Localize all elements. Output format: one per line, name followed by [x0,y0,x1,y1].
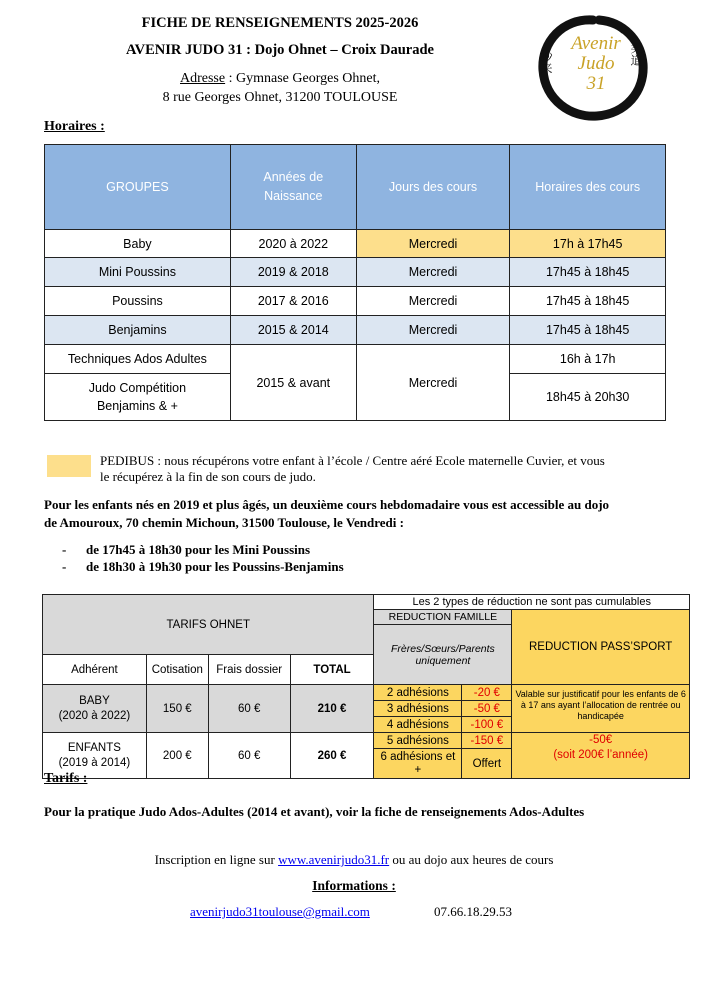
logo-line-2: Judo [577,53,615,74]
col-header-total: TOTAL [290,655,374,685]
pass-sport-amount: -50€ [589,734,613,746]
col-header-horaires: Horaires des cours [510,145,666,230]
club-subtitle: AVENIR JUDO 31 : Dojo Ohnet – Croix Daurade [126,42,434,58]
col-header-groupes: GROUPES [45,145,231,230]
cell-groupe: Poussins [45,287,231,316]
famille-label: 6 adhésions et + [374,749,462,779]
cell-groupe: Benjamins [45,316,231,345]
cell-horaires: 17h45 à 18h45 [510,316,666,345]
informations-heading: Informations : [312,878,396,893]
cell-cotisation: 150 € [146,685,208,733]
famille-label: 3 adhésions [374,701,462,717]
logo-text [571,34,621,94]
famille-label: 2 adhésions [374,685,462,701]
inscription-line [0,852,708,868]
address-label: Adresse [180,71,226,86]
table-row [43,685,690,701]
contact-phone: 07.66.18.29.53 [434,904,512,919]
table-row [45,316,666,345]
reduction-famille-subtitle: Frères/Sœurs/Parents uniquement [374,625,512,685]
list-item-text: de 18h30 à 19h30 pour les Poussins-Benjamins [86,559,344,574]
list-item: - de 17h45 à 18h30 pour les Mini Poussins [62,542,311,557]
website-link[interactable]: www.avenirjudo31.fr [278,852,390,867]
cell-groupe [45,374,231,421]
table-row [45,345,666,374]
second-course-info [44,496,694,532]
schedule-header-row [45,145,666,230]
email-link[interactable]: avenirjudo31toulouse@gmail.com [190,904,370,919]
table-row [45,230,666,258]
address-line-1 [0,71,560,87]
pass-sport-value [512,733,690,779]
col-header-adherent: Adhérent [43,655,147,685]
cell-cotisation: 200 € [146,733,208,779]
cell-total: 210 € [290,685,374,733]
list-item-text: de 17h45 à 18h30 pour les Mini Poussins [86,542,311,557]
list-item: - de 18h30 à 19h30 pour les Poussins-Benjamins [62,559,344,574]
reduction-famille-title: REDUCTION FAMILLE [374,610,512,625]
inscription-prefix: Inscription en ligne sur [154,852,279,867]
table-row [43,733,690,749]
cell-annees: 2017 & 2016 [230,287,356,316]
address-text: : Gymnase Georges Ohnet, [225,71,380,86]
cell-groupe-text: Judo Compétition Benjamins & + [88,381,187,413]
logo-kanji-left: 抄来 [539,50,553,74]
cell-groupe: Techniques Ados Adultes [45,345,231,374]
cell-horaires: 17h45 à 18h45 [510,258,666,287]
pedibus-line-2: le récupérez à la fin de son cours de judo. [100,469,316,484]
cell-jours: Mercredi [356,316,510,345]
col-header-frais: Frais dossier [208,655,290,685]
col-header-annees-text: Années de Naissance [263,170,324,203]
pedibus-color-swatch [47,455,91,477]
cell-frais: 60 € [208,685,290,733]
tarifs-row-top [43,595,690,610]
cell-frais: 60 € [208,733,290,779]
famille-value: -150 € [462,733,512,749]
cell-horaires: 18h45 à 20h30 [510,374,666,421]
pedibus-line-1: PEDIBUS : nous récupérons votre enfant à l’école / Centre aéré Ecole maternelle Cuvier, et vous [100,453,605,468]
cell-jours-merged: Mercredi [356,345,510,421]
cell-horaires: 17h45 à 18h45 [510,287,666,316]
inscription-suffix: ou au dojo aux heures de cours [389,852,554,867]
adherent-years: (2019 à 2014) [58,756,131,769]
cell-groupe: Baby [45,230,231,258]
famille-value: -100 € [462,717,512,733]
famille-value: -50 € [462,701,512,717]
cell-total: 260 € [290,733,374,779]
logo-kanji-right: 柔道 [629,42,643,66]
famille-value: Offert [462,749,512,779]
cell-horaires: 16h à 17h [510,345,666,374]
col-header-jours: Jours des cours [356,145,510,230]
cell-jours: Mercredi [356,230,510,258]
schedule-table [44,144,666,421]
tarifs-ohnet-title: TARIFS OHNET [43,595,374,655]
address-line-2: 8 rue Georges Ohnet, 31200 TOULOUSE [162,90,398,105]
famille-label: 4 adhésions [374,717,462,733]
adherent-name: ENFANTS [67,741,121,754]
col-header-annees [230,145,356,230]
second-course-line-2: de Amouroux, 70 chemin Michoun, 31500 Toulouse, le Vendredi : [44,515,404,530]
second-course-line-1: Pour les enfants nés en 2019 et plus âgés, un deuxième cours hebdomadaire vous est accessible au dojo [44,497,610,512]
famille-label: 5 adhésions [374,733,462,749]
pedibus-text [100,453,700,485]
no-cumul-note: Les 2 types de réduction ne sont pas cumulables [374,595,690,610]
pass-sport-description: Valable sur justificatif pour les enfants de 6 à 17 ans ayant l’allocation de rentrée ou handicapée [512,685,690,733]
contact-email[interactable] [190,904,370,920]
cell-adherent-baby [43,685,147,733]
club-logo [533,12,653,124]
logo-line-1: Avenir [571,33,621,54]
ados-adultes-note: Pour la pratique Judo Ados-Adultes (2014 et avant), voir la fiche de renseignements Ados-Adultes [44,804,585,819]
adherent-name: BABY [79,694,110,707]
second-course-list [62,541,344,575]
cell-horaires: 17h à 17h45 [510,230,666,258]
tarifs-table [42,594,690,779]
cell-jours: Mercredi [356,287,510,316]
horaires-heading: Horaires : [44,119,105,134]
logo-line-3: 31 [586,73,606,94]
table-row [45,258,666,287]
famille-value: -20 € [462,685,512,701]
table-row [45,287,666,316]
adherent-years: (2020 à 2022) [58,709,131,722]
col-header-cotisation: Cotisation [146,655,208,685]
cell-annees: 2020 à 2022 [230,230,356,258]
reduction-pass-sport-title: REDUCTION PASS’SPORT [512,610,690,685]
cell-jours: Mercredi [356,258,510,287]
cell-annees: 2015 & 2014 [230,316,356,345]
tarifs-heading: Tarifs : [44,771,88,786]
cell-groupe: Mini Poussins [45,258,231,287]
pass-sport-amount-sub: (soit 200€ l’année) [553,749,648,761]
page-title: FICHE DE RENSEIGNEMENTS 2025-2026 [141,15,419,31]
cell-annees-merged: 2015 & avant [230,345,356,421]
cell-annees: 2019 & 2018 [230,258,356,287]
